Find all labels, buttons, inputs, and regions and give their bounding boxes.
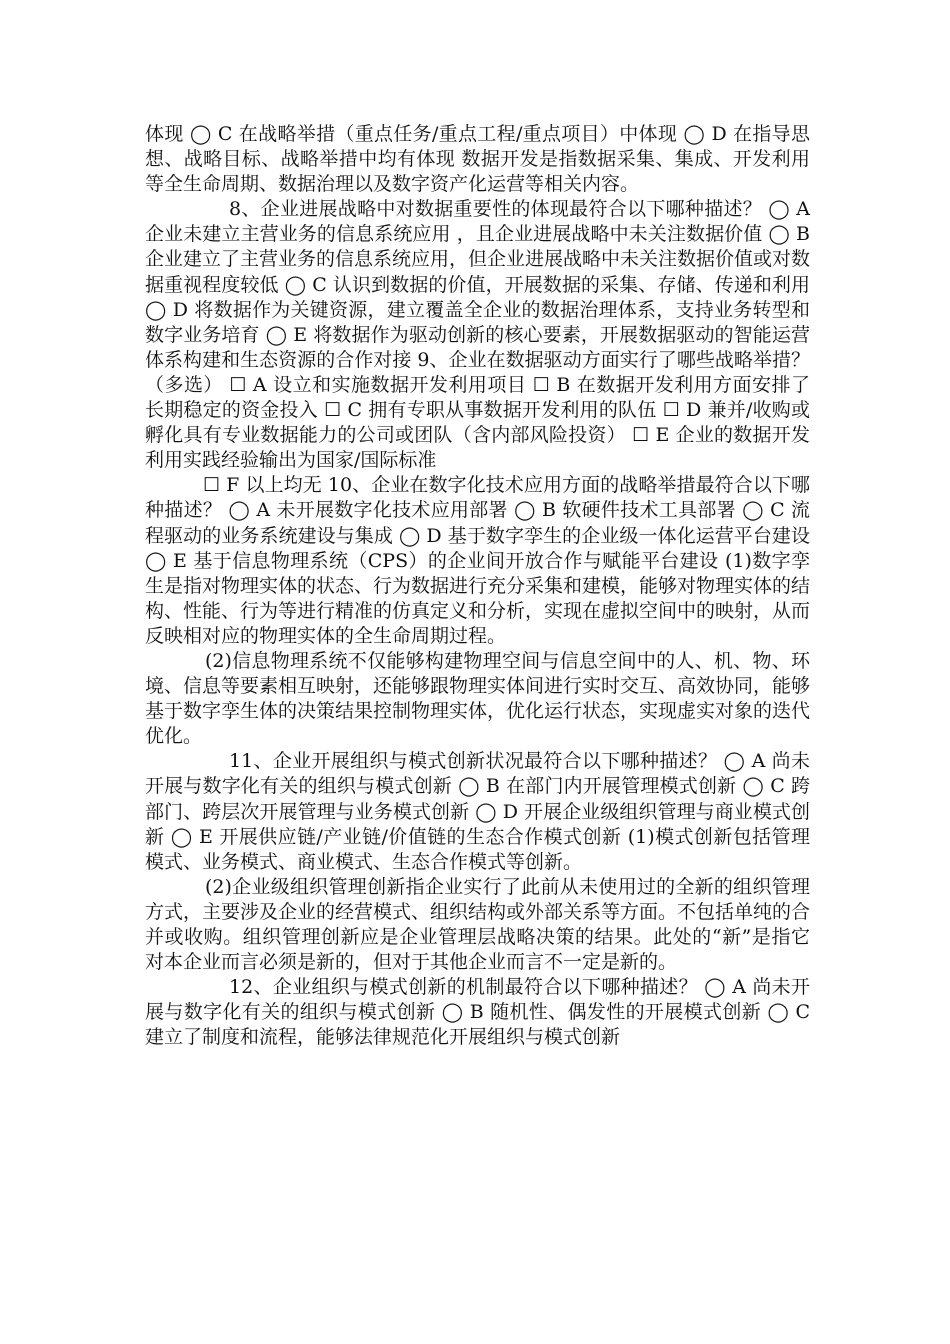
paragraph-question-8-9: 8、企业进展战略中对数据重要性的体现最符合以下哪种描述？ ◯ A 企业未建立主营业务的信息系统应用 ，且企业进展战略中未关注数据价值 ◯ B 企业建立了主营业务的信息系统应用，但企业进展战略中未关注数据价值或对数据重视程度较低 ◯ C 认识到数据的价值，开展数据的采集、存储、传递和利用 ◯ D 将数据作为关键资源，建立覆盖全企业的数据治理体系，支持业务转型和数字业务培育 ◯ E 将数据作为驱动创新的核心要素，开展数据驱动的智能运营体系构建和生态资源的合作对接 9、企业在数据驱动方面实行了哪些战略举措？（多选） ☐ A 设立和实施数据开发利用项目 ☐ B 在数据开发利用方面安排了长期稳定的资金投入 ☐ C 拥有专职从事数据开发利用的队伍 ☐ D 兼并/收购或孵化具有专业数据能力的公司或团队（含内部风险投资） ☐ E 企业的数据开发利用实践经验输出为国家/国际标准 (145, 198, 811, 472)
paragraph-question-10: ☐ F 以上均无 10、企业在数字化技术应用方面的战略举措最符合以下哪种描述？ ◯ A 未开展数字化技术应用部署 ◯ B 软硬件技术工具部署 ◯ C 流程驱动的业务系统建设与集成 ◯ D 基于数字孪生的企业级一体化运营平台建设 ◯ E 基于信息物理系统（CPS）的企业间开放合作与赋能平台建设 (1)数字孪生是指对物理实体的状态、行为数据进行充分采集和建模，能够对物理实体的结构、性能、行为等进行精准的仿真定义和分析，实现在虚拟空间中的映射，从而反映相对应的物理实体的全生命周期过程。 (145, 474, 811, 647)
document-body (145, 122, 810, 1050)
paragraph-org-innovation-note: (2)企业级组织管理创新指企业实行了此前从未使用过的全新的组织管理方式，主要涉及企业的经营模式、组织结构或外部关系等方面。不包括单纯的合并或收购。组织管理创新应是企业管理层战略决策的结果。此处的“新”是指它对本企业而言必须是新的，但对于其他企业而言不一定是新的。 (145, 875, 811, 974)
paragraph-question-12: 12、企业组织与模式创新的机制最符合以下哪种描述？ ◯ A 尚未开展与数字化有关的组织与模式创新 ◯ B 随机性、偶发性的开展模式创新 ◯ C 建立了制度和流程，能够法律规范化开展组织与模式创新 (145, 976, 810, 1049)
paragraph-cps-note: (2)信息物理系统不仅能够构建物理空间与信息空间中的人、机、物、环境、信息等要素相互映射，还能够跟物理实体间进行实时交互、高效协同，能够基于数字孪生体的决策结果控制物理实体，优化运行状态，实现虚实对象的迭代优化。 (145, 649, 811, 748)
paragraph-question-11: 11、企业开展组织与模式创新状况最符合以下哪种描述？ ◯ A 尚未开展与数字化有关的组织与模式创新 ◯ B 在部门内开展管理模式创新 ◯ C 跨部门、跨层次开展管理与业务模式创新 ◯ D 开展企业级组织管理与商业模式创新 ◯ E 开展供应链/产业链/价值链的生态合作模式创新 (1)模式创新包括管理模式、业务模式、商业模式、生态合作模式等创新。 (145, 750, 810, 873)
paragraph-7-end: 体现 ◯ C 在战略举措（重点任务/重点工程/重点项目）中体现 ◯ D 在指导思想、战略目标、战略举措中均有体现 数据开发是指数据采集、集成、开发利用等全生命周期、数据治理以及数字资产化运营等相关内容。 (145, 123, 810, 196)
